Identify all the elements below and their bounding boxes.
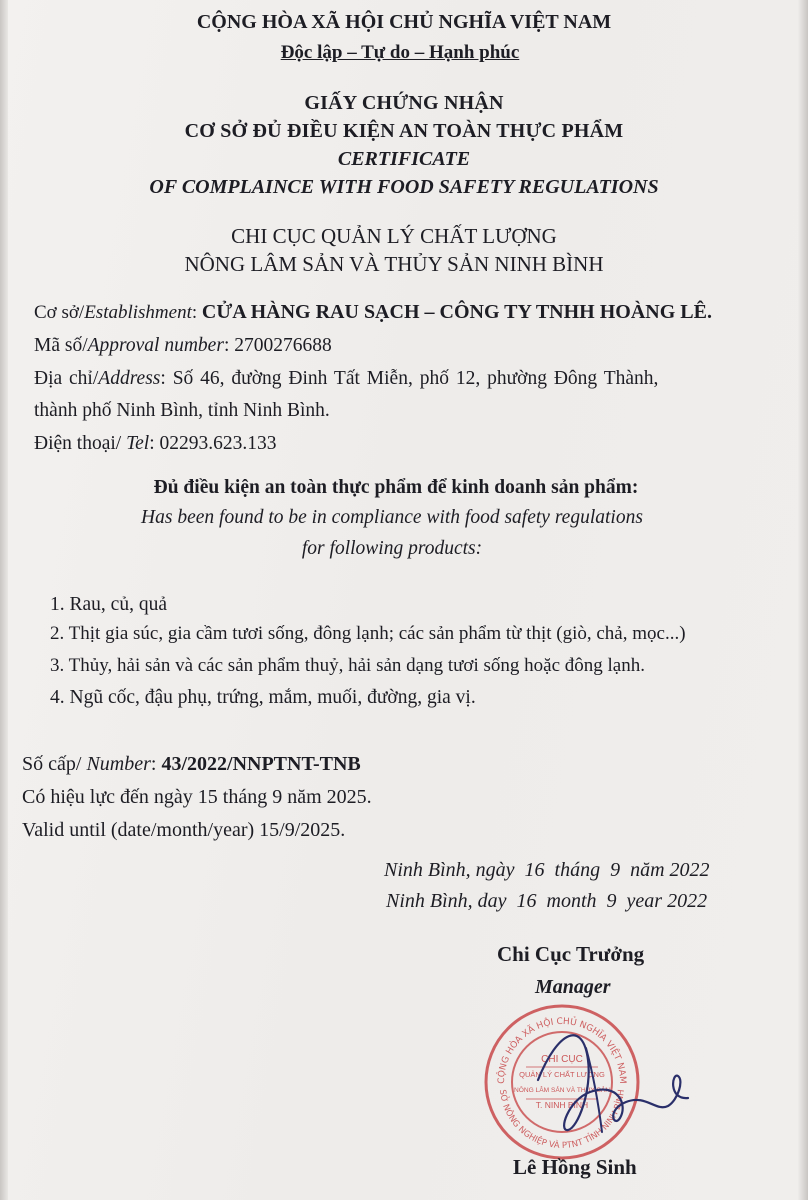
phone-sep: : <box>149 433 160 454</box>
address-value-line1: Số 46, đường Đinh Tất Miễn, phố 12, phường Đông Thành, <box>172 368 659 389</box>
handwritten-signature <box>528 1010 728 1160</box>
establishment-sep: : <box>191 302 202 323</box>
certificate-number-row <box>22 752 361 776</box>
issuer-line2: NÔNG LÂM SẢN VÀ THỦY SẢN NINH BÌNH <box>184 252 604 276</box>
compliance-vi: Đủ điều kiện an toàn thực phẩm để kinh doanh sản phẩm: <box>153 477 639 498</box>
phone-row <box>34 432 277 456</box>
establishment-row <box>34 300 712 325</box>
establishment-label-vi: Cơ sở/ <box>34 302 85 323</box>
certificate-number-value: 43/2022/NNPTNT-TNB <box>161 753 361 775</box>
title-vi-line1: GIẤY CHỨNG NHẬN <box>304 92 504 114</box>
title-en-line1: CERTIFICATE <box>337 148 471 170</box>
product-item-1: 1. Rau, củ, quả <box>50 594 167 615</box>
place-date-vi: Ninh Bình, ngày 16 tháng 9 năm 2022 <box>384 859 710 881</box>
phone-label-en: Tel <box>126 433 150 454</box>
address-row <box>34 367 658 391</box>
seal-line-2: QUẢN LÝ CHẤT LƯỢNG <box>519 1070 605 1079</box>
title-en-line2: OF COMPLAINCE WITH FOOD SAFETY REGULATIONS <box>149 176 659 198</box>
signatory-title-en: Manager <box>535 976 611 998</box>
phone-label-vi: Điện thoại/ <box>34 433 127 454</box>
product-item-4: 4. Ngũ cốc, đậu phụ, trứng, mắm, muối, đường, gia vị. <box>50 687 476 708</box>
phone-value: 02293.623.133 <box>159 433 277 454</box>
establishment-label-en: Establishment <box>84 302 192 323</box>
approval-sep: : <box>223 335 235 356</box>
certificate-number-label-vi: Số cấp/ <box>22 753 87 775</box>
seal-ring-top: CỘNG HÒA XÃ HỘI CHỦ NGHĨA VIỆT NAM <box>496 1016 628 1085</box>
validity-en: Valid until (date/month/year) 15/9/2025. <box>22 819 346 841</box>
signatory-name: Lê Hồng Sinh <box>513 1155 637 1179</box>
address-label-en: Address <box>98 368 161 389</box>
compliance-en-line1: Has been found to be in compliance with food safety regulations <box>141 507 643 528</box>
seal-line-4: T. NINH BÌNH <box>535 1100 589 1110</box>
compliance-en-line2: for following products: <box>301 538 483 559</box>
motto-text: Độc lập – Tự do – Hạnh phúc <box>280 42 520 63</box>
product-item-2: 2. Thịt gia súc, gia cầm tươi sống, đông lạnh; các sản phẩm từ thịt (giò, chả, mọc...) <box>50 623 686 644</box>
address-value-line2: thành phố Ninh Bình, tỉnh Ninh Bình. <box>34 400 330 421</box>
approval-label-en: Approval number <box>87 335 224 356</box>
seal-line-3: NÔNG LÂM SẢN VÀ THỦY SẢN <box>513 1087 611 1094</box>
seal-line-1: CHI CỤC <box>541 1054 583 1065</box>
validity-vi: Có hiệu lực đến ngày 15 tháng 9 năm 2025. <box>22 786 372 808</box>
certificate-number-label-en: Number <box>86 753 151 775</box>
approval-row <box>34 334 332 358</box>
address-label-vi: Địa chỉ/ <box>34 368 99 389</box>
title-vi-line2: CƠ SỞ ĐỦ ĐIỀU KIỆN AN TOÀN THỰC PHẨM <box>184 120 624 142</box>
signatory-title-vi: Chi Cục Trưởng <box>497 942 645 966</box>
address-sep: : <box>160 368 173 389</box>
approval-label-vi: Mã số/ <box>34 335 88 356</box>
product-item-3: 3. Thủy, hải sản và các sản phẩm thuỷ, hải sản dạng tươi sống hoặc đông lạnh. <box>50 655 645 676</box>
seal-ring-bottom: SỞ NÔNG NGHIỆP VÀ PTNT TỈNH NINH BÌNH <box>497 1088 627 1152</box>
place-date-en: Ninh Bình, day 16 month 9 year 2022 <box>386 890 708 912</box>
country-header: CỘNG HÒA XÃ HỘI CHỦ NGHĨA VIỆT NAM <box>196 11 612 33</box>
approval-value: 2700276688 <box>234 335 332 356</box>
issuer-line1: CHI CỤC QUẢN LÝ CHẤT LƯỢNG <box>231 224 557 248</box>
certificate-number-sep: : <box>150 753 162 775</box>
establishment-value: CỬA HÀNG RAU SẠCH – CÔNG TY TNHH HOÀNG LÊ. <box>201 301 712 323</box>
motto <box>0 41 804 65</box>
